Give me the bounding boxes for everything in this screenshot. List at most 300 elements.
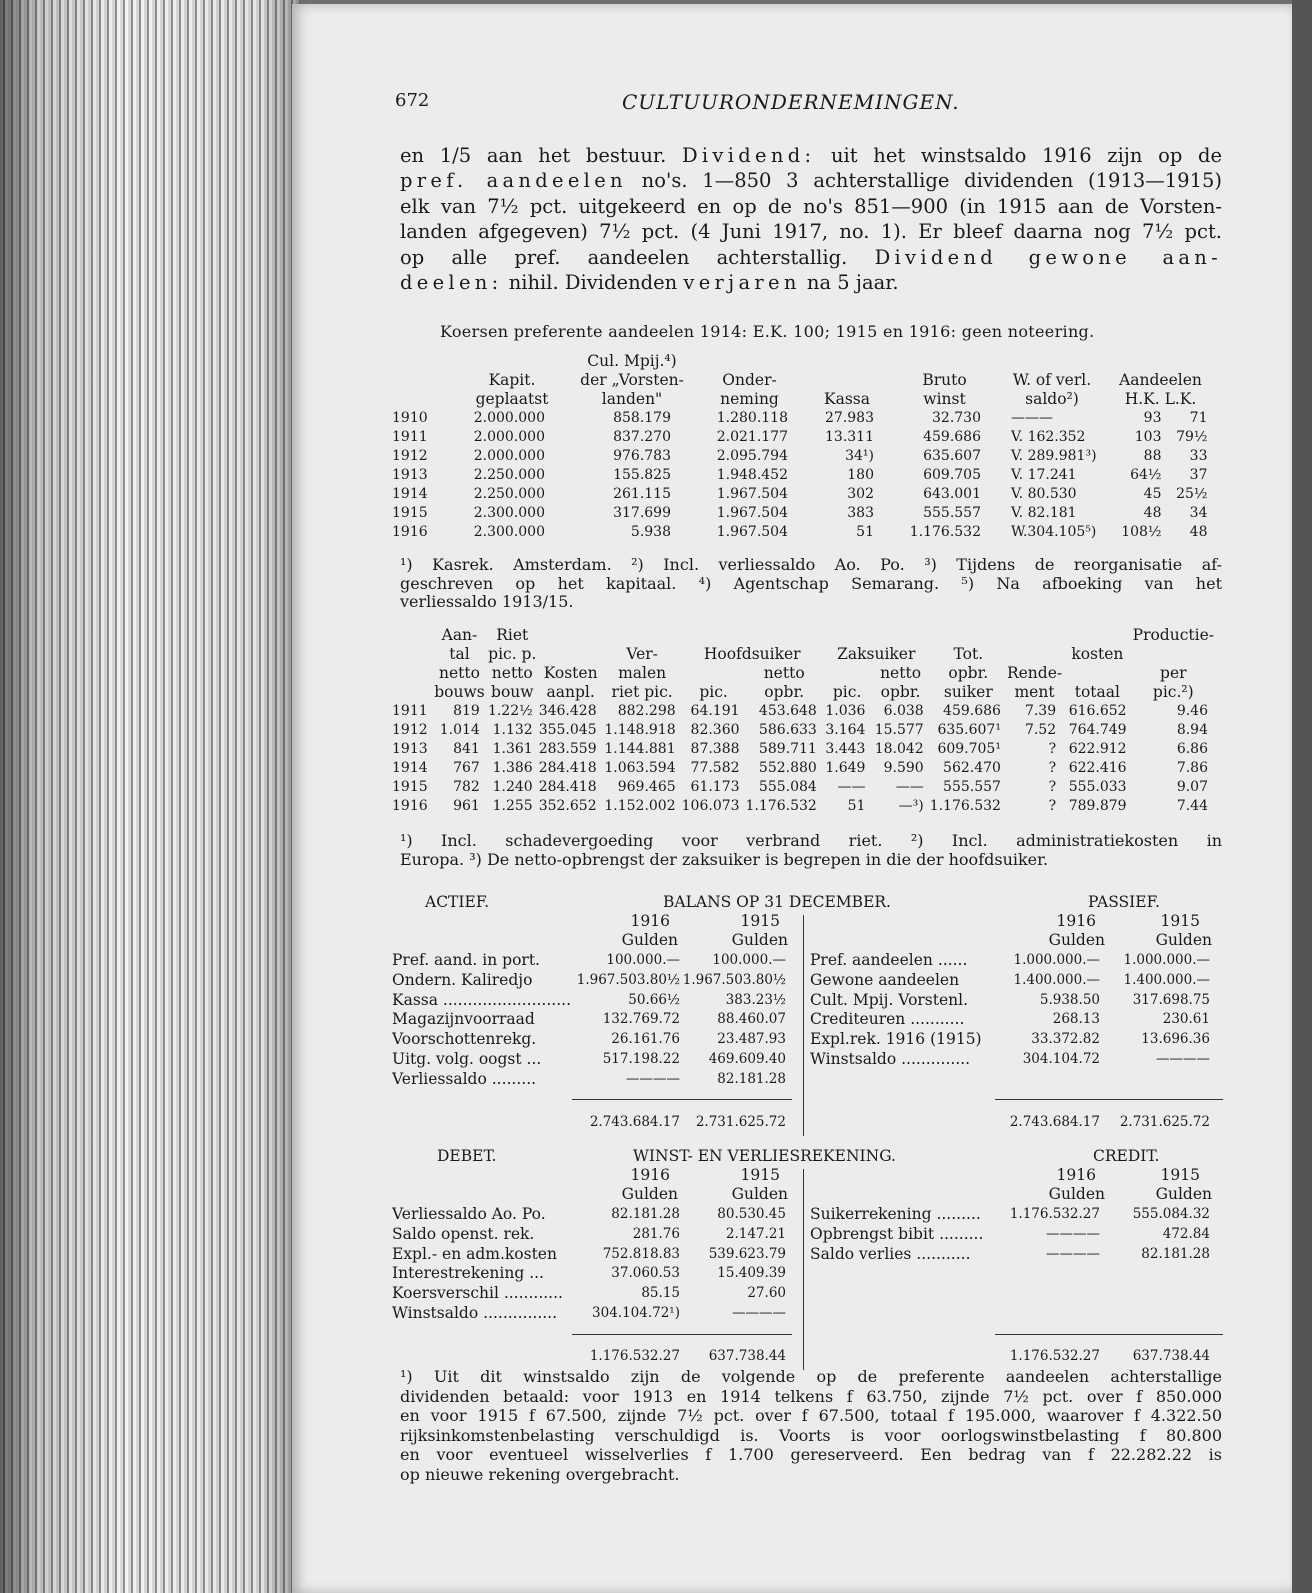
amount-1915: ————: [732, 1305, 786, 1321]
intro-text: en 1/5 aan het bestuur.: [400, 144, 682, 167]
column-header: opbr.: [948, 664, 989, 682]
account-label: Magazijnvoorraad: [392, 1010, 535, 1029]
table-cell: 1.132: [492, 722, 533, 738]
column-header: [682, 626, 746, 645]
footnote-line: en voor 1915 f 67.500, zijnde 7½ pct. over f 67.500, totaal f 195.000, waarover f 4.322.50: [400, 1406, 1222, 1425]
footnote-line: geschreven op het kapitaal. ⁴) Agentschap Semarang. ⁵) Na afboeking van het: [400, 573, 1222, 593]
table-cell: 32.730: [932, 410, 981, 426]
column-header: bouws: [434, 683, 485, 701]
amount-1915: 555.084.32: [1132, 1206, 1210, 1222]
table-cell: 882.298: [617, 703, 676, 719]
table-cell: 1.176.532: [909, 524, 981, 540]
table-cell: 1.240: [492, 779, 533, 795]
intro-line: [400, 219, 1222, 244]
header-row: [392, 683, 1214, 702]
table-cell: 1916: [392, 798, 428, 814]
hk-value: 64½: [1130, 467, 1162, 483]
table-cell: 6.86: [1176, 741, 1208, 757]
center-title: WINST- EN VERLIESREKENING.: [633, 1147, 896, 1165]
account-label: Opbrengst bibit .........: [810, 1224, 984, 1243]
column-header: [892, 352, 997, 409]
table-cell: 7.86: [1176, 760, 1208, 776]
lk-value: 79½: [1176, 429, 1208, 445]
column-header: totaal: [1074, 683, 1120, 701]
amount-1916: 304.104.72: [1022, 1051, 1100, 1067]
header-part: geplaatst: [475, 390, 549, 408]
amount-1916: ————: [1046, 1245, 1100, 1262]
table-cell: V. 82.181: [1011, 505, 1077, 521]
table-cell: 1.649: [825, 760, 866, 776]
total-amount: 637.738.44: [708, 1348, 786, 1364]
table-cell: 789.879: [1068, 798, 1127, 814]
table-cell: [1107, 485, 1214, 504]
table-cell: 1.255: [492, 798, 533, 814]
column-header: opbr.: [880, 683, 921, 701]
table-cell: 1.967.504: [716, 486, 788, 502]
table-cell: 2.250.000: [473, 467, 545, 483]
column-header: [392, 352, 457, 409]
amount-1916: 268.13: [1052, 1011, 1100, 1028]
amount-1916: 1.967.503.80½: [576, 971, 680, 988]
table-cell: 284.418: [538, 760, 597, 776]
table-cell: 1.948.452: [716, 467, 788, 483]
table-cell: 261.115: [613, 486, 671, 502]
hk-value: 48: [1143, 505, 1162, 521]
amount-1915: 82.181.28: [1141, 1245, 1210, 1262]
amount-1915: 1.967.503.80½: [682, 971, 786, 988]
column-header: Rende-: [1006, 664, 1063, 682]
lk-value: 33: [1189, 448, 1208, 464]
table-cell: —³): [898, 798, 924, 814]
amount-1916: 1.000.000.—: [1013, 952, 1100, 968]
amount-1915: 469.609.40: [708, 1051, 786, 1067]
header-part: Onder-: [722, 371, 777, 389]
hk-value: 88: [1143, 448, 1162, 464]
lk-value: 37: [1189, 467, 1208, 483]
amount-1916: ————: [626, 1070, 680, 1087]
intro-text: na 5 jaar.: [800, 271, 899, 294]
amount-1915: 472.84: [1162, 1225, 1210, 1242]
column-header: 1916: [1056, 1166, 1096, 1184]
table-cell: 3.164: [825, 722, 866, 738]
column-header: netto: [880, 664, 922, 682]
table-row: [392, 523, 1214, 542]
results-table: [392, 352, 1214, 542]
amount-1915: 13.696.36: [1141, 1031, 1210, 1048]
column-header: Zaksuiker: [837, 645, 916, 663]
table-cell: 1913: [392, 467, 428, 483]
amount-1916: ————: [1046, 1225, 1100, 1242]
spaced-term: deelen:: [400, 271, 503, 294]
amount-1916: 37.060.53: [611, 1265, 680, 1282]
column-header: [392, 683, 433, 702]
column-header: opbr.: [764, 683, 805, 701]
column-header: Gulden: [621, 1185, 678, 1203]
account-label: Cult. Mpij. Vorstenl.: [810, 990, 969, 1009]
table-cell: 1.144.881: [604, 741, 676, 757]
column-header: Gulden: [1048, 1185, 1105, 1203]
table-row: [392, 504, 1214, 523]
column-header: Gulden: [1155, 931, 1212, 949]
table-cell: 317.699: [613, 505, 671, 521]
table-cell: 27.983: [825, 410, 874, 426]
column-header: pic.: [832, 683, 862, 701]
column-header: [823, 626, 872, 645]
column-header: pic. p.: [488, 645, 537, 663]
table-cell: 2.000.000: [473, 429, 545, 445]
amount-1915: 230.61: [1162, 1011, 1210, 1028]
table-cell: 7.44: [1176, 798, 1208, 814]
account-label: Expl.rek. 1916 (1915): [810, 1030, 982, 1049]
table-cell: 3.443: [825, 741, 866, 757]
column-header: [823, 664, 872, 683]
production-table: [392, 626, 1214, 816]
table-row: [392, 721, 1214, 740]
table-cell: 609.705¹: [937, 741, 1001, 757]
table-cell: 1911: [392, 429, 428, 445]
table-cell: ———: [1011, 410, 1053, 426]
table-cell: W.304.105⁵): [1011, 524, 1097, 540]
amount-1916: 100.000.—: [606, 952, 680, 968]
column-header: [392, 664, 433, 683]
header-part: landen": [601, 390, 663, 408]
amount-1916: 5.938.50: [1039, 991, 1100, 1008]
table-cell: 180: [847, 467, 874, 483]
koersen-line: Koersen preferente aandeelen 1914: E.K. 100; 1915 en 1916: geen noteering.: [440, 322, 1095, 341]
column-header: [1062, 626, 1132, 645]
column-header: 1915: [1160, 912, 1200, 930]
table-cell: 2.300.000: [473, 505, 545, 521]
amount-1915: 317.698.75: [1132, 991, 1210, 1008]
intro-text: op alle pref. aandeelen achterstallig.: [400, 245, 875, 269]
table-cell: 7.52: [1024, 722, 1057, 738]
table-cell: 64.191: [690, 703, 740, 719]
table-row: [392, 778, 1214, 797]
table-cell: 1911: [392, 703, 428, 719]
amount-1915: 1.000.000.—: [1123, 952, 1210, 968]
column-header: [930, 626, 1007, 645]
header-part: Aandeelen: [1119, 371, 1202, 389]
page-number: 672: [395, 90, 430, 111]
column-header: bouw: [491, 683, 534, 701]
column-header: Gulden: [1155, 1185, 1212, 1203]
column-header: riet pic.: [611, 683, 673, 701]
table-cell: ?: [1048, 798, 1057, 814]
total-rule: [572, 1334, 792, 1335]
total-amount: 1.176.532.27: [589, 1348, 680, 1364]
column-header: Gulden: [1048, 931, 1105, 949]
right-title: PASSIEF.: [1088, 893, 1160, 911]
table-cell: 2.300.000: [473, 524, 545, 540]
table-cell: 782: [453, 779, 480, 795]
account-label: Expl.- en adm.kosten: [392, 1244, 557, 1263]
table-cell: V. 289.981³): [1011, 448, 1097, 464]
amount-1916: 281.76: [632, 1225, 680, 1242]
table-cell: 1913: [392, 741, 428, 757]
table-cell: ?: [1048, 741, 1057, 757]
table-cell: 459.686: [943, 703, 1001, 719]
column-header: [871, 626, 929, 645]
amount-1915: 2.147.21: [725, 1225, 786, 1242]
column-header: Ver-: [626, 645, 658, 663]
intro-line: [400, 168, 1222, 193]
total-amount: 637.738.44: [1132, 1348, 1210, 1364]
table-cell: ?: [1048, 779, 1057, 795]
account-label: Saldo openst. rek.: [392, 1224, 535, 1243]
footnote-line: op nieuwe rekening overgebracht.: [400, 1464, 680, 1484]
header-part: H.K. L.K.: [1124, 390, 1197, 408]
amount-1916: 1.400.000.—: [1013, 971, 1100, 988]
amount-1915: 15.409.39: [717, 1265, 786, 1282]
total-amount: 2.731.625.72: [695, 1114, 786, 1130]
table-row: [392, 447, 1214, 466]
column-header: ment: [1014, 683, 1055, 701]
book-page-edges: [0, 0, 300, 1593]
table-cell: 302: [847, 486, 874, 502]
amount-1916: 26.161.76: [611, 1031, 680, 1048]
header-part: neming: [720, 390, 779, 408]
table-cell: 1.148.918: [604, 722, 676, 738]
table-cell: 616.652: [1068, 703, 1127, 719]
amount-1915: 383.23½: [725, 991, 786, 1008]
table-cell: 1916: [392, 524, 428, 540]
table-cell: 976.783: [613, 448, 671, 464]
table-cell: 1910: [392, 410, 428, 426]
account-label: Pref. aandeelen ......: [810, 951, 968, 969]
spaced-term: verjaren: [683, 271, 801, 294]
table-cell: 61.173: [690, 779, 740, 795]
footnote-line: ¹) Incl. schadevergoeding voor verbrand riet. ²) Incl. administratiekosten in: [400, 831, 1222, 850]
column-header: Gulden: [731, 931, 788, 949]
table-cell: 77.582: [690, 760, 740, 776]
table-cell: 283.559: [538, 741, 597, 757]
amount-1916: 517.198.22: [602, 1051, 680, 1067]
amount-1916: 33.372.82: [1031, 1031, 1100, 1048]
lk-value: 25½: [1176, 486, 1208, 502]
column-header: netto: [763, 664, 805, 682]
table-cell: 1912: [392, 722, 428, 738]
table-cell: [1107, 504, 1214, 523]
amount-1915: 1.400.000.—: [1123, 971, 1210, 988]
table-row: [392, 409, 1214, 428]
column-header: [392, 626, 433, 645]
table-row: [392, 740, 1214, 759]
table-cell: 1915: [392, 779, 428, 795]
lk-value: 71: [1189, 410, 1208, 426]
column-header: [682, 664, 746, 683]
column-header: 1916: [630, 912, 670, 930]
account-label: Winstsaldo ...............: [392, 1304, 558, 1322]
left-title: ACTIEF.: [425, 893, 490, 911]
table-cell: 1914: [392, 486, 428, 502]
column-header: [802, 352, 892, 409]
amount-1916: 752.818.83: [602, 1245, 680, 1262]
footnote-line: en voor eventueel wisselverlies f 1.700 gereserveerd. Een bedrag van f 22.282.22 is: [400, 1445, 1222, 1464]
total-rule: [572, 1099, 792, 1100]
table-cell: 459.686: [923, 429, 981, 445]
table-cell: 586.633: [758, 722, 817, 738]
header-part: W. of verl.: [1012, 371, 1092, 389]
table-cell: 1.280.118: [716, 410, 788, 426]
column-header: [392, 645, 433, 664]
header-part: Kapit.: [488, 371, 536, 389]
account-label: Voorschottenrekg.: [392, 1030, 537, 1049]
total-amount: 2.743.684.17: [1009, 1114, 1100, 1130]
table-cell: 622.912: [1068, 741, 1127, 757]
table-cell: 552.880: [758, 760, 817, 776]
table-cell: 1.014: [439, 722, 480, 738]
hk-value: 45: [1143, 486, 1162, 502]
footnote-line: verliessaldo 1913/15.: [400, 592, 574, 611]
spaced-term: Dividend:: [681, 144, 816, 167]
intro-text: landen afgegeven) 7½ pct. (4 Juni 1917, no. 1). Er bleef daarna nog 7½ pct.: [400, 220, 1222, 244]
table-cell: 961: [453, 798, 480, 814]
center-title: BALANS OP 31 DECEMBER.: [663, 893, 891, 911]
table-cell: 51: [856, 524, 874, 540]
table-cell: 622.416: [1068, 760, 1127, 776]
footnote-line: ¹) Kasrek. Amsterdam. ²) Incl. verliessaldo Ao. Po. ³) Tijdens de reorganisatie af-: [400, 555, 1222, 574]
table-cell: 5.938: [630, 524, 671, 540]
table-cell: 453.648: [758, 703, 817, 719]
footnote-line: rijksinkomstenbelasting verschuldigd is. Voorts is voor oorlogswinstbelasting f 80.800: [400, 1425, 1222, 1445]
column-header: [539, 645, 603, 664]
intro-text: uit het winstsaldo 1916 zijn op de: [815, 144, 1222, 167]
table-cell: 2.000.000: [473, 410, 545, 426]
column-header: Kosten: [543, 664, 598, 682]
total-amount: 2.731.625.72: [1119, 1114, 1210, 1130]
account-label: Uitg. volg. oogst ...: [392, 1050, 542, 1068]
table-cell: 18.042: [874, 741, 924, 757]
table-cell: 1.036: [825, 703, 866, 719]
column-header: [1007, 626, 1062, 645]
column-header: [567, 352, 697, 409]
table-cell: [1107, 409, 1214, 428]
intro-text: elk van 7½ pct. uitgekeerd en op de no's 851—900 (in 1915 aan de Vorsten-: [400, 194, 1222, 218]
table-cell: 106.073: [681, 798, 740, 814]
column-header: [1107, 352, 1214, 409]
table-cell: 8.94: [1176, 722, 1208, 738]
account-label: Crediteuren ...........: [810, 1010, 965, 1029]
column-header: [539, 626, 603, 645]
column-header: [997, 352, 1107, 409]
table-cell: 764.749: [1068, 722, 1127, 738]
lk-value: 48: [1189, 524, 1208, 540]
footnote-line: Europa. ³) De netto-opbrengst der zaksuiker is begrepen in die der hoofdsuiker.: [400, 850, 1049, 869]
table-cell: 13.311: [825, 429, 874, 445]
total-amount: 1.176.532.27: [1009, 1348, 1100, 1364]
table-row: [392, 702, 1214, 721]
lk-value: 34: [1189, 505, 1208, 521]
table-cell: 555.557: [923, 505, 981, 521]
table-cell: 562.470: [943, 760, 1001, 776]
table-cell: 767: [453, 760, 480, 776]
table-cell: 635.607¹: [937, 722, 1001, 738]
amount-1916: 85.15: [641, 1285, 680, 1302]
table-cell: 87.388: [690, 741, 740, 757]
table-cell: 352.652: [538, 798, 597, 814]
column-header: [1133, 645, 1214, 664]
table-cell: 555.084: [758, 779, 817, 795]
account-label: Ondern. Kaliredjo: [392, 970, 533, 989]
table-cell: 1912: [392, 448, 428, 464]
intro-line: [400, 194, 1222, 219]
column-header: [1007, 645, 1062, 664]
column-header: [457, 352, 567, 409]
table-cell: 9.07: [1176, 779, 1208, 795]
column-header: pic.²): [1152, 683, 1194, 701]
table-cell: 1.22½: [487, 703, 533, 719]
table-cell: [1107, 523, 1214, 542]
right-title: CREDIT.: [1093, 1147, 1160, 1165]
column-divider: [803, 1169, 804, 1370]
table-cell: 346.428: [538, 703, 597, 719]
account-label: Verliessaldo .........: [392, 1069, 537, 1088]
spaced-term: Dividend gewone aan-: [874, 245, 1223, 269]
hk-value: 93: [1143, 410, 1162, 426]
table-cell: 969.465: [617, 779, 676, 795]
table-cell: 1.967.504: [716, 505, 788, 521]
column-header: [603, 626, 682, 645]
intro-line: [400, 270, 1222, 295]
footnote-line: ¹) Uit dit winstsaldo zijn de volgende op de preferente aandeelen achterstallige: [400, 1367, 1222, 1386]
amount-1916: 132.769.72: [602, 1011, 680, 1028]
column-header: 1915: [740, 1166, 780, 1184]
table-row: [392, 466, 1214, 485]
intro-line: [400, 245, 1222, 270]
account-label: Interestrekening ...: [392, 1264, 544, 1283]
header-part: Cul. Mpij.⁴): [587, 352, 677, 370]
header-part: saldo²): [1025, 390, 1079, 408]
table-cell: [1107, 447, 1214, 466]
table-cell: 51: [847, 798, 866, 814]
scan-border: [1292, 0, 1312, 1593]
total-rule: [995, 1099, 1223, 1100]
amount-1915: 80.530.45: [717, 1206, 786, 1222]
table-cell: 82.360: [690, 722, 740, 738]
column-header: 1916: [1056, 912, 1096, 930]
column-header: 1916: [630, 1166, 670, 1184]
table-row: [392, 759, 1214, 778]
running-title: CULTUURONDERNEMINGEN.: [622, 90, 960, 114]
amount-1916: 82.181.28: [611, 1206, 680, 1222]
table-cell: 819: [453, 703, 480, 719]
table-cell: ?: [1048, 760, 1057, 776]
column-header: aanpl.: [546, 683, 595, 701]
amount-1915: 27.60: [747, 1285, 786, 1302]
table-cell: 555.557: [943, 779, 1001, 795]
intro-text: no's. 1—850 3 achterstallige dividenden (1913—1915): [626, 169, 1222, 193]
column-header: netto: [438, 664, 480, 682]
header-part: der „Vorsten-: [580, 371, 684, 389]
column-divider: [803, 915, 804, 1136]
table-cell: 635.607: [923, 448, 981, 464]
table-cell: 6.038: [883, 703, 924, 719]
amount-1915: 539.623.79: [708, 1245, 786, 1262]
left-title: DEBET.: [437, 1147, 497, 1165]
amount-1916: 50.66½: [628, 991, 680, 1008]
table-cell: [1107, 466, 1214, 485]
table-row: [392, 797, 1214, 816]
table-cell: 1914: [392, 760, 428, 776]
column-header: Gulden: [731, 1185, 788, 1203]
account-label: Verliessaldo Ao. Po.: [392, 1205, 546, 1223]
table-cell: 1.176.532: [929, 798, 1001, 814]
table-cell: 2.000.000: [473, 448, 545, 464]
table-cell: 34¹): [845, 448, 874, 464]
table-cell: 7.39: [1024, 703, 1057, 719]
table-cell: 1.152.002: [604, 798, 676, 814]
column-header: malen: [618, 664, 667, 682]
